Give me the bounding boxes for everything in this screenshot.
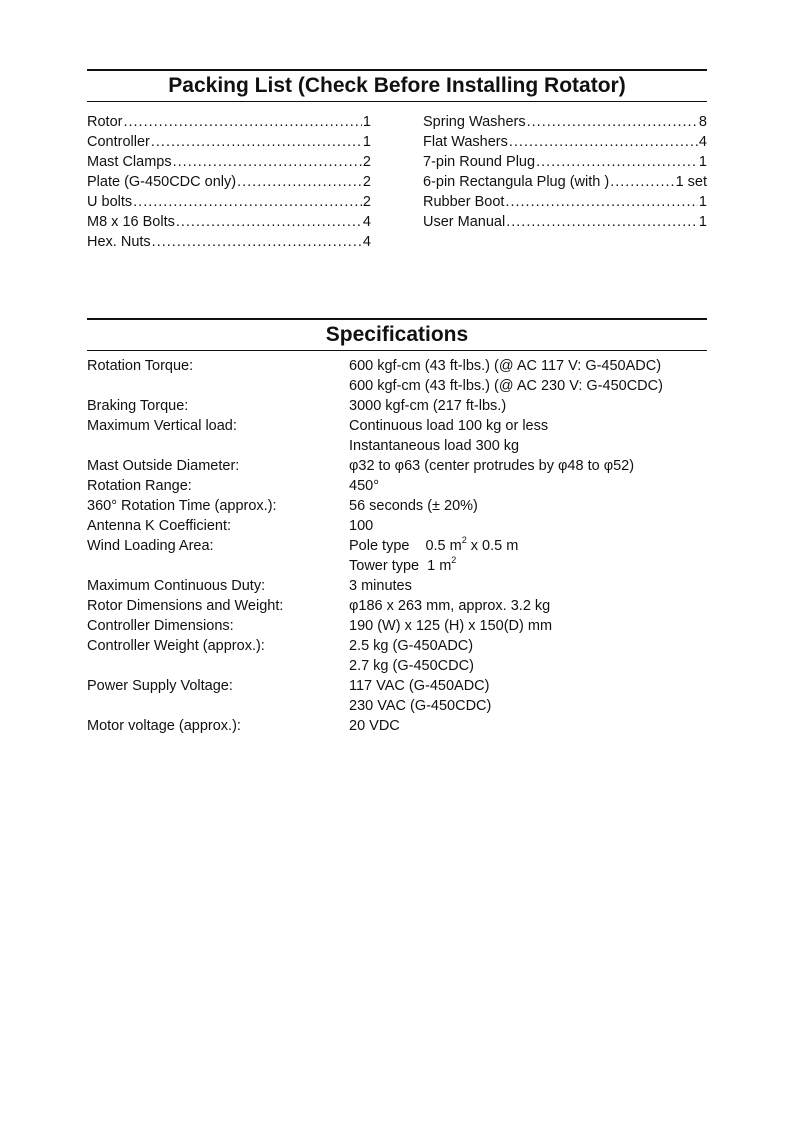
packing-item-name: 6-pin Rectangula Plug (with ): [423, 174, 610, 190]
packing-item-name: Mast Clamps: [87, 154, 172, 170]
spec-row: [87, 636, 707, 676]
packing-item-name: 7-pin Round Plug: [423, 154, 536, 170]
spec-value: 20 VDC: [349, 718, 400, 734]
packing-item-name: User Manual: [423, 214, 506, 230]
spec-row: [87, 356, 707, 396]
packing-item-name: Plate (G-450CDC only): [87, 174, 237, 190]
spec-row: [87, 456, 707, 476]
packing-item-qty: 1: [698, 214, 707, 230]
specifications-list: [87, 356, 707, 736]
spec-values: [349, 636, 707, 676]
spec-label: Antenna K Coefficient:: [87, 518, 232, 534]
leader-dots: [506, 212, 698, 232]
spec-value: 230 VAC (G-450CDC): [349, 698, 492, 714]
packing-item: [423, 192, 707, 212]
packing-item: [87, 192, 371, 212]
packing-item-qty: 1: [362, 114, 371, 130]
spec-row: [87, 536, 707, 576]
spec-value: 2.5 kg (G-450ADC): [349, 638, 474, 654]
packing-item-qty: 1: [698, 154, 707, 170]
leader-dots: [505, 192, 698, 212]
wind-loading-pole-label: Pole type: [349, 538, 410, 554]
spec-value: Continuous load 100 kg or less: [349, 418, 549, 434]
spec-value: 600 kgf-cm (43 ft-lbs.) (@ AC 230 V: G-450CDC): [349, 378, 663, 394]
packing-item: [423, 112, 707, 132]
packing-item: [87, 212, 371, 232]
spec-values: [349, 716, 707, 736]
packing-item: [87, 172, 371, 192]
spec-label: Power Supply Voltage:: [87, 678, 233, 694]
packing-item-qty: 2: [362, 154, 371, 170]
packing-item-qty: 1: [698, 194, 707, 210]
packing-item: [423, 152, 707, 172]
specifications-top-rule: [87, 318, 707, 320]
leader-dots: [123, 112, 361, 132]
spec-value: 56 seconds (± 20%): [349, 498, 478, 514]
spec-value: 117 VAC (G-450ADC): [349, 678, 490, 694]
wind-loading-tower-exponent: 2: [451, 555, 457, 566]
spec-value: 190 (W) x 125 (H) x 150(D) mm: [349, 618, 553, 634]
spec-row: [87, 476, 707, 496]
spec-values: [349, 456, 707, 476]
packing-item-name: M8 x 16 Bolts: [87, 214, 175, 230]
leader-dots: [173, 152, 362, 172]
packing-item-qty: 8: [698, 114, 707, 130]
wind-loading-pole-suffix: x 0.5 m: [466, 538, 519, 554]
packing-item-qty: 2: [362, 194, 371, 210]
packing-list-top-rule: [87, 69, 707, 71]
packing-item-qty: 4: [698, 134, 707, 150]
spec-row: [87, 596, 707, 616]
spec-values: [349, 396, 707, 416]
packing-item-qty: 1: [362, 134, 371, 150]
spec-values: [349, 596, 707, 616]
wind-loading-pole-line: [349, 536, 707, 556]
packing-item-name: Hex. Nuts: [87, 234, 151, 250]
packing-item-name: Rubber Boot: [423, 194, 505, 210]
spec-label: Wind Loading Area:: [87, 538, 214, 554]
packing-item-name: U bolts: [87, 194, 133, 210]
wind-loading-tower-value: 1 m: [427, 558, 452, 574]
spec-label: Rotation Range:: [87, 478, 192, 494]
specifications-title: Specifications: [325, 323, 469, 346]
spec-value: 3000 kgf-cm (217 ft-lbs.): [349, 398, 507, 414]
packing-item-qty: 4: [362, 214, 371, 230]
packing-item-qty: 4: [362, 234, 371, 250]
spec-label: Rotor Dimensions and Weight:: [87, 598, 284, 614]
leader-dots: [509, 132, 698, 152]
packing-item-qty: 1 set: [675, 174, 707, 190]
spec-label: Maximum Vertical load:: [87, 418, 237, 434]
leader-dots: [176, 212, 362, 232]
packing-item: [423, 132, 707, 152]
spec-values: [349, 676, 707, 716]
packing-list-title: Packing List (Check Before Installing Rotator): [168, 74, 626, 97]
spec-label: Rotation Torque:: [87, 358, 194, 374]
packing-item: [87, 232, 371, 252]
spec-value: 600 kgf-cm (43 ft-lbs.) (@ AC 117 V: G-450ADC): [349, 358, 662, 374]
spec-row: [87, 396, 707, 416]
leader-dots: [151, 132, 362, 152]
spec-row: [87, 496, 707, 516]
specifications-bottom-rule: [87, 350, 707, 351]
packing-list-right-column: [423, 112, 707, 232]
spec-values: [349, 616, 707, 636]
spec-label: Controller Weight (approx.):: [87, 638, 265, 654]
packing-item-name: Spring Washers: [423, 114, 526, 130]
leader-dots: [152, 232, 362, 252]
wind-loading-tower-label: Tower type: [349, 558, 420, 574]
spec-values: [349, 536, 707, 576]
spec-row: [87, 516, 707, 536]
wind-loading-pole-value: 0.5 m: [425, 538, 462, 554]
spec-values: [349, 576, 707, 596]
leader-dots: [237, 172, 362, 192]
packing-item: [87, 112, 371, 132]
packing-item: [87, 132, 371, 152]
spec-row: [87, 616, 707, 636]
spec-value: 450°: [349, 478, 379, 494]
spec-values: [349, 476, 707, 496]
spec-label: Controller Dimensions:: [87, 618, 234, 634]
leader-dots: [536, 152, 698, 172]
wind-loading-pole-exponent: 2: [461, 535, 467, 546]
spec-value: 2.7 kg (G-450CDC): [349, 658, 474, 674]
spec-label: Mast Outside Diameter:: [87, 458, 240, 474]
spec-row: [87, 576, 707, 596]
packing-item: [423, 172, 707, 192]
spec-label: Motor voltage (approx.):: [87, 718, 241, 734]
packing-item: [87, 152, 371, 172]
spec-values: [349, 416, 707, 456]
spec-row: [87, 676, 707, 716]
spec-value: φ32 to φ63 (center protrudes by φ48 to φ52): [349, 458, 635, 474]
spec-label: 360° Rotation Time (approx.):: [87, 498, 277, 514]
packing-item-qty: 2: [362, 174, 371, 190]
spec-values: [349, 356, 707, 396]
packing-item-name: Rotor: [87, 114, 123, 130]
wind-loading-tower-line: [349, 556, 707, 576]
packing-list-bottom-rule: [87, 101, 707, 102]
spec-label: Braking Torque:: [87, 398, 189, 414]
spec-value: φ186 x 263 mm, approx. 3.2 kg: [349, 598, 551, 614]
packing-item-name: Controller: [87, 134, 150, 150]
packing-item: [423, 212, 707, 232]
spec-value: 3 minutes: [349, 578, 412, 594]
packing-list-left-column: [87, 112, 371, 252]
packing-item-name: Flat Washers: [423, 134, 508, 150]
spec-label: Maximum Continuous Duty:: [87, 578, 266, 594]
leader-dots: [527, 112, 698, 132]
spec-value: 100: [349, 518, 374, 534]
spec-values: [349, 496, 707, 516]
spec-value: Instantaneous load 300 kg: [349, 438, 520, 454]
spec-row: [87, 416, 707, 456]
spec-values: [349, 516, 707, 536]
leader-dots: [610, 172, 674, 192]
spec-row: [87, 716, 707, 736]
leader-dots: [133, 192, 362, 212]
